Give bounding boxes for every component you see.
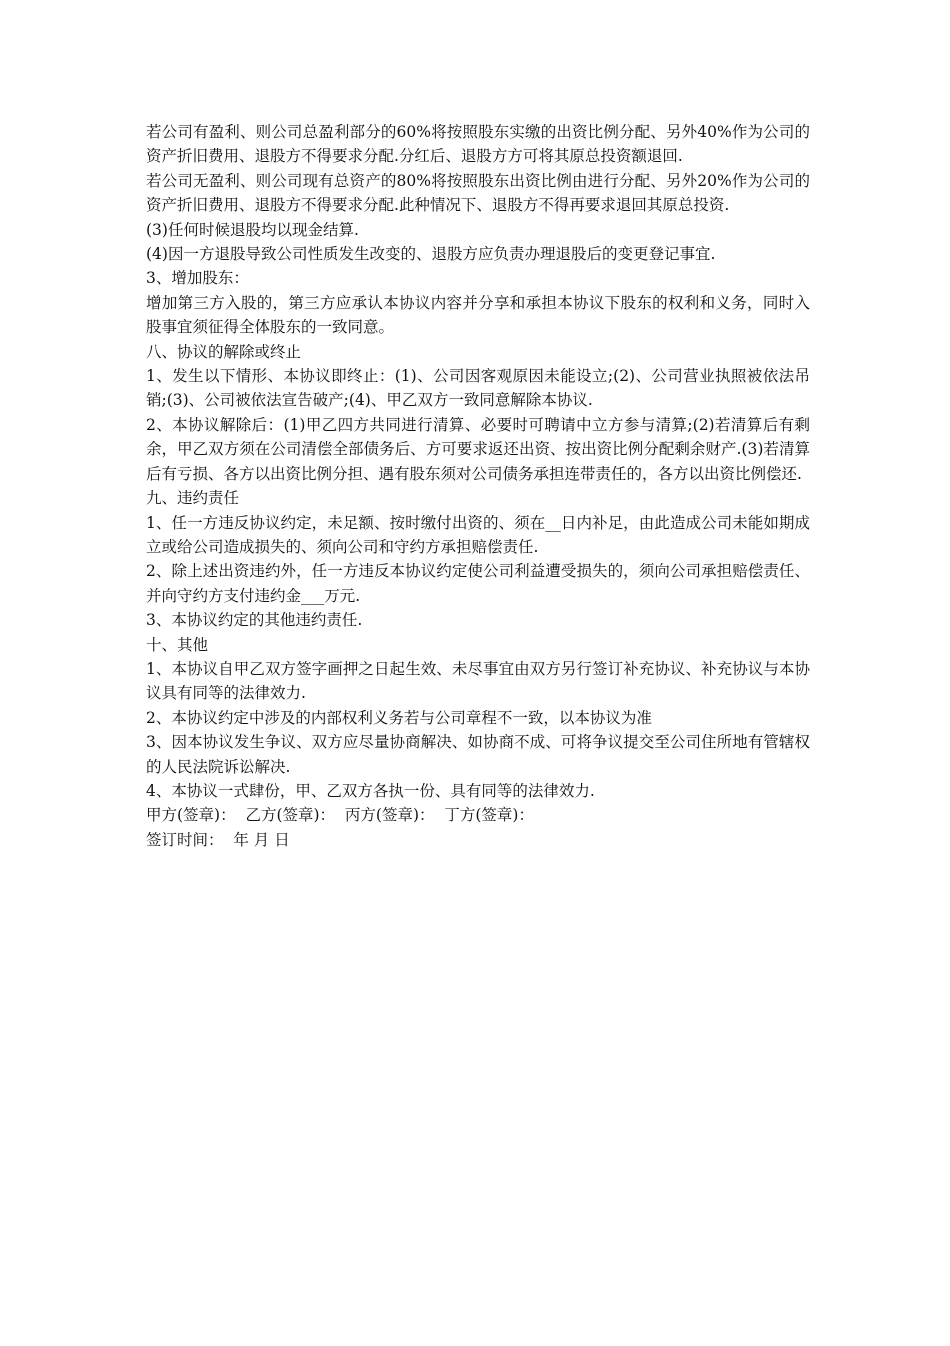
paragraph-add-shareholder: 增加第三方入股的，第三方应承认本协议内容并分享和承担本协议下股东的权利和义务，同时入股事宜须征得全体股东的一致同意。 [146,293,810,337]
paragraph-termination-conditions: 1、发生以下情形、本协议即终止：(1)、公司因客观原因未能设立;(2)、公司营业执照被依法吊销;(3)、公司被依法宣告破产;(4)、甲乙双方一致同意解除本协议. [146,367,810,410]
paragraph-no-profit-distribution: 若公司无盈利、则公司现有总资产的80%将按照股东出资比例由进行分配、另外20%作为公司的资产折旧费用、退股方不得要求分配.此种情况下、退股方不得再要求退回其原总投资. [146,171,810,215]
paragraph-effective-date: 1、本协议自甲乙双方签字画押之日起生效、未尽事宜由双方另行签订补充协议、补充协议与本协议具有同等的法律效力. [146,659,810,703]
section-heading-other: 十、其他 [146,635,209,654]
signing-date-line: 签订时间： 年 月 日 [146,830,290,849]
signature-line: 甲方(签章)： 乙方(签章)： 丙方(签章)： 丁方(签章)： [146,806,534,825]
paragraph-dispute-resolution: 3、因本协议发生争议、双方应尽量协商解决、如协商不成、可将争议提交至公司住所地有管辖权的人民法院诉讼解决. [146,733,810,776]
paragraph-change-registration: (4)因一方退股导致公司性质发生改变的、退股方应负责办理退股后的变更登记事宜. [146,245,716,264]
paragraph-breach-capital: 1、任一方违反协议约定，未足额、按时缴付出资的、须在__日内补足，由此造成公司未能如期成立或给公司造成损失的、须向公司和守约方承担赔偿责任. [146,513,810,556]
heading-add-shareholder: 3、增加股东： [146,269,249,288]
paragraph-precedence: 2、本协议约定中涉及的内部权利义务若与公司章程不一致，以本协议为准 [146,708,652,727]
paragraph-breach-other: 2、除上述出资违约外，任一方违反本协议约定使公司利益遭受损失的，须向公司承担赔偿责任、并向守约方支付违约金___万元. [146,562,810,605]
section-heading-breach: 九、违约责任 [146,489,240,508]
paragraph-after-termination: 2、本协议解除后：(1)甲乙四方共同进行清算、必要时可聘请中立方参与清算;(2)若清算后有剩余，甲乙双方须在公司清偿全部债务后、方可要求返还出资、按出资比例分配剩余财产.(3)若清算后有亏损、各方以出资比例分担、遇有股东须对公司债务承担连带责任的，各方以出资比例偿还. [146,415,810,483]
section-heading-termination: 八、协议的解除或终止 [146,342,302,361]
paragraph-breach-misc: 3、本协议约定的其他违约责任. [146,611,363,630]
document-body [146,120,810,852]
paragraph-copies: 4、本协议一式肆份，甲、乙双方各执一份、具有同等的法律效力. [146,781,595,800]
paragraph-profit-distribution: 若公司有盈利、则公司总盈利部分的60%将按照股东实缴的出资比例分配、另外40%作为公司的资产折旧费用、退股方不得要求分配.分红后、退股方方可将其原总投资额退回. [146,123,810,166]
paragraph-cash-settlement: (3)任何时候退股均以现金结算. [146,220,359,239]
